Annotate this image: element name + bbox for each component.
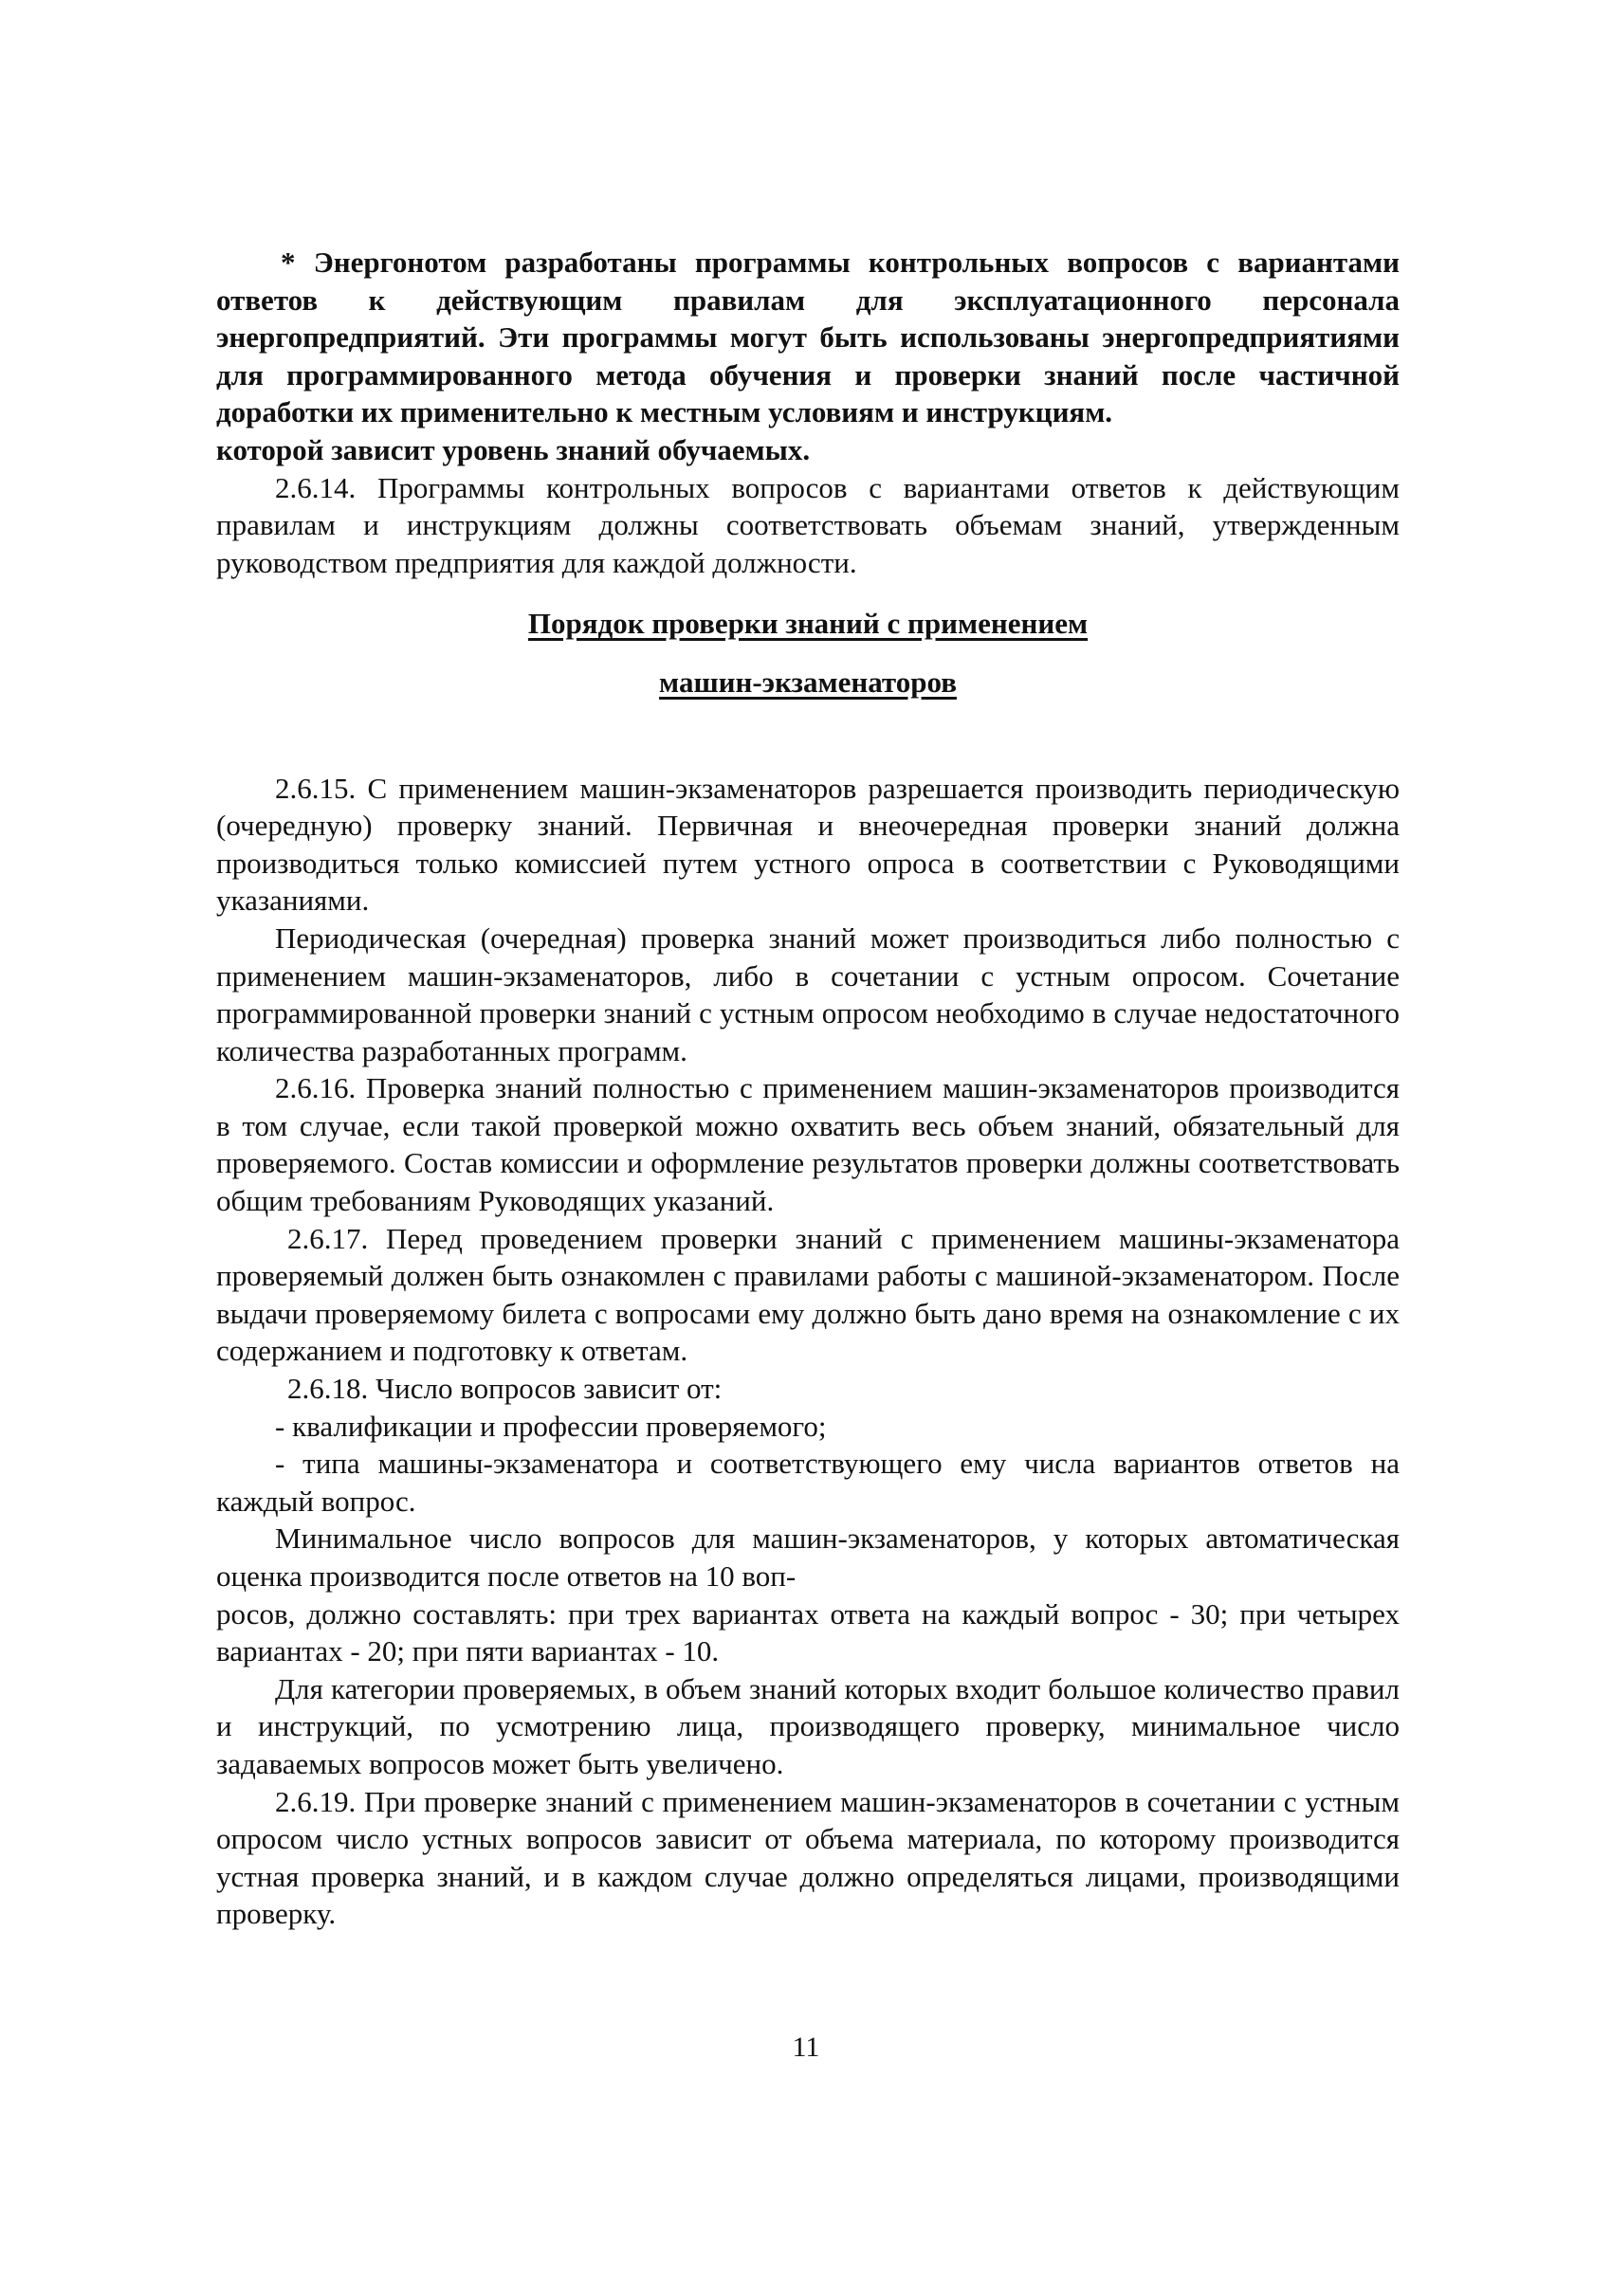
page-body bbox=[216, 244, 1400, 1933]
page-number: 11 bbox=[792, 2032, 820, 2063]
footnote bbox=[216, 244, 1400, 469]
paragraph-2-6-14: 2.6.14. Программы контрольных вопросов с вариантами ответов к действующим правилам и инструкциям должны соответствовать объемам знаний, утвержденным руководством предприятия для каждой должности. bbox=[216, 470, 1400, 579]
paragraph-minimum-questions: Минимальное число вопросов для машин-экзаменаторов, у которых автоматическая оценка производится после ответов на 10 воп- bbox=[216, 1522, 1400, 1593]
section-heading-line-1: Порядок проверки знаний с применением bbox=[527, 607, 1089, 641]
section-heading-line-2: машин-экзаменаторов bbox=[659, 665, 957, 699]
paragraph-minimum-questions-continued: росов, должно составлять: при трех вариантах ответа на каждый вопрос - 30; при четырех вариантах - 20; при пяти вариантах - 10. bbox=[216, 1596, 1400, 1668]
list-item-machine-type: - типа машины-экзаменатора и соответствующего ему числа вариантов ответов на каждый вопрос. bbox=[216, 1447, 1400, 1518]
footnote-text: * Энергонотом разработаны программы контрольных вопросов с вариантами ответов к действующим правилам для эксплуатационного персонала энергопредприятий. Эти программы могут быть использованы энергопредприятиями для программированного метода обучения и проверки знаний после частичной доработки их применительно к местным условиям и инструкциям. bbox=[216, 246, 1400, 429]
paragraph-2-6-18: 2.6.18. Число вопросов зависит от: bbox=[287, 1372, 723, 1406]
paragraph-2-6-16: 2.6.16. Проверка знаний полностью с применением машин-экзаменаторов производится в том случае, если такой проверкой можно охватить весь объем знаний, обязательный для проверяемого. Состав комиссии и оформление результатов проверки должны соответствовать общим требованиям Руководящих указаний. bbox=[216, 1071, 1400, 1218]
paragraph-2-6-17: 2.6.17. Перед проведением проверки знаний с применением машины-экзаменатора проверяемый должен быть ознакомлен с правилами работы с машиной-экзаменатором. После выдачи проверяемому билета с вопросами ему должно быть дано время на ознакомление с их содержанием и подготовку к ответам. bbox=[216, 1221, 1400, 1368]
paragraph-category: Для категории проверяемых, в объем знаний которых входит большое количество правил и инструкций, по усмотрению лица, производящего проверку, минимальное число задаваемых вопросов может быть увеличено. bbox=[216, 1671, 1400, 1780]
footnote-fragment: которой зависит уровень знаний обучаемых. bbox=[216, 432, 811, 466]
paragraph-2-6-19: 2.6.19. При проверке знаний с применением машин-экзаменаторов в сочетании с устным опросом число устных вопросов зависит от объема материала, по которому производится устная проверка знаний, и в каждом случае должно определяться лицами, производящими проверку. bbox=[216, 1784, 1400, 1931]
paragraph-periodic-check: Периодическая (очередная) проверка знаний может производиться либо полностью с применением машин-экзаменаторов, либо в сочетании с устным опросом. Сочетание программированной проверки знаний с устным опросом необходимо в случае недостаточного количества разработанных программ. bbox=[216, 920, 1400, 1067]
list-item-qualification: - квалификации и профессии проверяемого; bbox=[275, 1409, 827, 1443]
paragraph-2-6-15: 2.6.15. С применением машин-экзаменаторов разрешается производить периодическую (очередную) проверку знаний. Первичная и внеочередная проверки знаний должна производиться только комиссией путем устного опроса в соответствии с Руководящими указаниями. bbox=[216, 771, 1400, 918]
section-body bbox=[216, 770, 1400, 1933]
